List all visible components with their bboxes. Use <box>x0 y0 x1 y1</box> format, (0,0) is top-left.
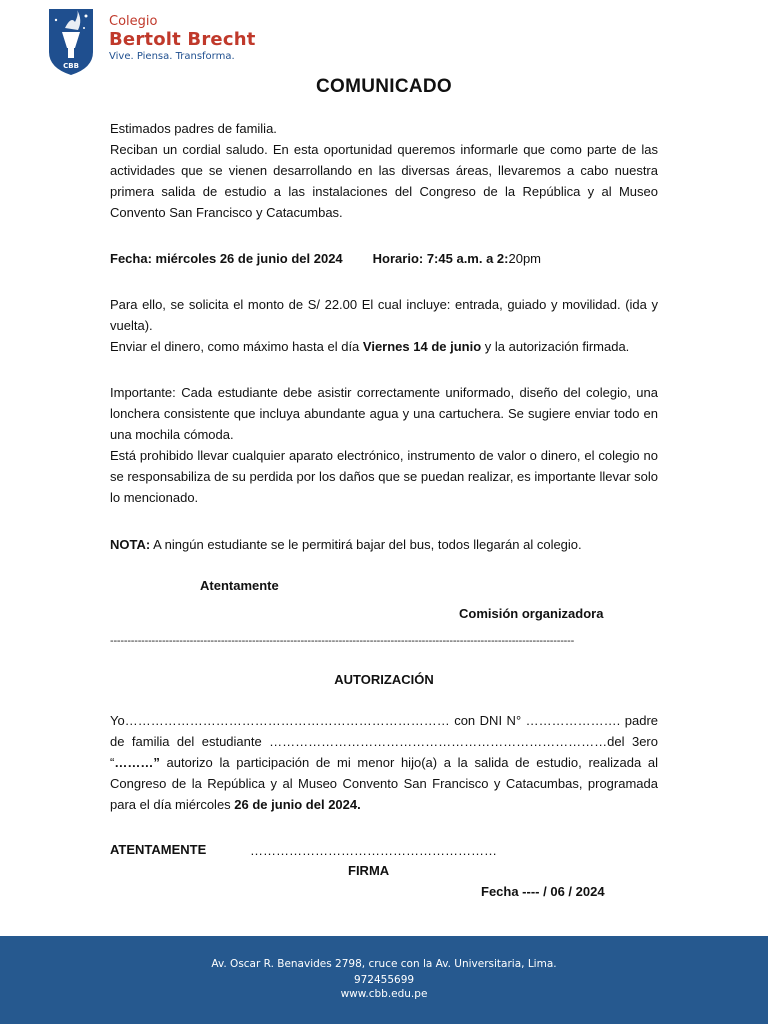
footer-phone: 972455699 <box>353 974 415 986</box>
intro-section <box>110 118 658 223</box>
brand-line-name: Bertolt Brecht <box>109 29 256 50</box>
school-logo <box>48 8 268 78</box>
important-prohibited: Está prohibido llevar cualquier aparato electrónico, instrumento de valor o dinero, el colegio no se responsabiliza de su perdida por los daños que se puedan realizar, es importante llevar solo lo mencionado. <box>110 448 658 505</box>
shield-torch-icon <box>48 8 94 76</box>
signature-atentamente: ATENTAMENTE <box>110 842 207 857</box>
cut-separator: -------------------------------------------------------------------------------------------------------------------------------------- <box>110 635 575 647</box>
signature-line: ………………………………………………… <box>250 843 497 858</box>
time-rest: 20pm <box>508 251 542 266</box>
brand-line-colegio: Colegio <box>109 14 158 29</box>
signature-fecha: Fecha ---- / 06 / 2024 <box>481 884 605 899</box>
closing-atentamente: Atentamente <box>200 578 279 593</box>
auth-date: 26 de junio del 2024. <box>234 797 361 812</box>
authorization-text <box>110 710 658 815</box>
payment-section <box>110 294 658 357</box>
nota-label: NOTA: <box>110 537 151 552</box>
deadline-post: y la autorización firmada. <box>481 339 630 354</box>
brand-slogan: Vive. Piensa. Transforma. <box>109 51 235 62</box>
deadline-date: Viernes 14 de junio <box>362 339 482 354</box>
school-name <box>109 14 256 64</box>
page-title: COMUNICADO <box>316 76 452 97</box>
date-text: Fecha: miércoles 26 de junio del 2024 <box>110 251 343 266</box>
important-section <box>110 382 658 508</box>
payment-deadline <box>110 336 658 357</box>
signature-firma: FIRMA <box>348 863 390 878</box>
nota-line <box>110 534 658 555</box>
auth-text-mid: autorizo la participación de mi menor hijo(a) a la salida de estudio, realizada al Congreso de la República y al Museo Convento San Francisco y Catacumbas, programada para el día miércoles <box>110 755 658 812</box>
intro-body: Reciban un cordial saludo. En esta oportunidad queremos informarle que como parte de las actividades que se vienen desarrollando en las diversas áreas, llevaremos a cabo nuestra primera salida de estudio a las instalaciones del Congreso de la República y al Museo Convento San Francisco y Catacumbas. <box>110 142 658 220</box>
auth-grade-dots: ………” <box>114 755 160 770</box>
time-label: Horario: 7:45 a.m. a 2: <box>372 251 509 266</box>
closing-comision: Comisión organizadora <box>459 606 604 621</box>
footer-address: Av. Oscar R. Benavides 2798, cruce con la Av. Universitaria, Lima. <box>211 958 557 970</box>
authorization-title: AUTORIZACIÓN <box>334 672 434 687</box>
nota-text: A ningún estudiante se le permitirá bajar del bus, todos llegarán al colegio. <box>150 537 582 552</box>
svg-text:CBB: CBB <box>63 62 79 70</box>
footer-website: www.cbb.edu.pe <box>340 988 428 1000</box>
deadline-pre: Enviar el dinero, como máximo hasta el día <box>110 339 363 354</box>
important-uniform: Importante: Cada estudiante debe asistir correctamente uniformado, diseño del colegio, una lonchera consistente que incluya abundante agua y una cartuchera. Se sugiere enviar todo en una mochila cómoda. <box>110 385 658 442</box>
auth-text-pre: Yo………………………………………………………………… con DNI N° …………………. padre de familia del estudiante ……………………………………………………………………del 3ero “ <box>110 713 658 770</box>
schedule-line <box>110 248 658 269</box>
footer <box>0 936 768 1024</box>
greeting: Estimados padres de familia. <box>110 121 277 136</box>
payment-amount: Para ello, se solicita el monto de S/ 22.00 El cual incluye: entrada, guiado y movilidad. (ida y vuelta). <box>110 297 658 333</box>
